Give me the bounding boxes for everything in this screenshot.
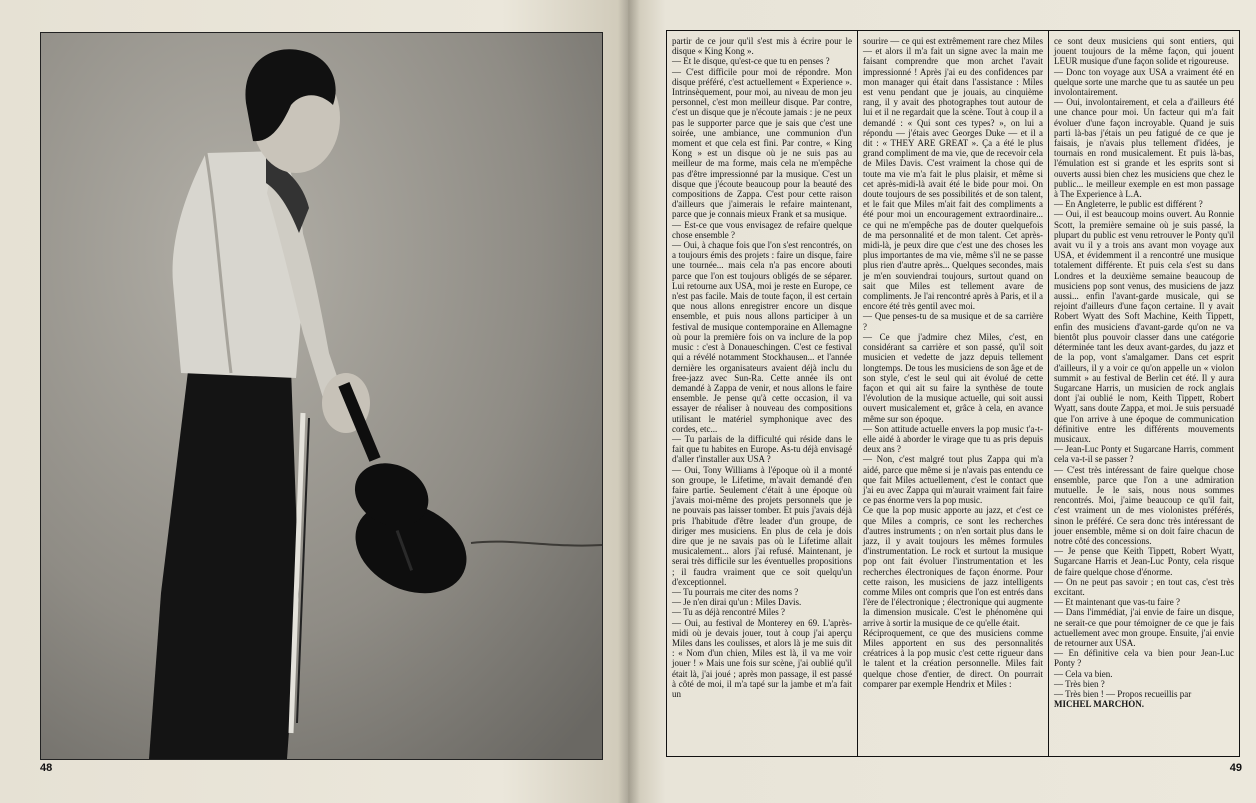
page-number-right: 49: [1229, 762, 1242, 774]
paragraph: — Son attitude actuelle envers la pop music t'a-t-elle aidé à aborder le virage que tu as pris depuis deux ans ?: [863, 423, 1043, 455]
paragraph: — Tu pourrais me citer des noms ?: [672, 586, 799, 597]
paragraph: — Et le disque, qu'est-ce que tu en penses ?: [672, 56, 830, 67]
paragraph: — Tu as déjà rencontré Miles ?: [672, 607, 785, 618]
paragraph: — Oui, involontairement, et cela a d'ailleurs été une chance pour moi. Un facteur qui m'a fait évoluer d'une façon incroyable. Quand je suis parti là-bas j'étais un peu fatigué de ce que je faisais, je n'avais plus tellement d'idées, je tournais en rond musicalement. Et puis là-bas, l'émulation est si grande et les esprits sont si ouverts aussi bien chez les musiciens que chez le public... le meilleur exemple en est mon passage à The Experience à L.A.: [1054, 97, 1234, 200]
paragraph: — Est-ce que vous envisagez de refaire quelque chose ensemble ?: [672, 219, 852, 240]
violinist-photo: [40, 32, 603, 760]
paragraph: — Jean-Luc Ponty et Sugarcane Harris, comment cela va-t-il se passer ?: [1054, 444, 1234, 465]
paragraph: — On ne peut pas savoir ; en tout cas, c'est très excitant.: [1054, 576, 1234, 597]
paragraph: — Dans l'immédiat, j'ai envie de faire un disque, ne serait-ce que pour témoigner de ce que je fais actuellement avec mon groupe. Ensuite, j'ai envie de retourner aux USA.: [1054, 607, 1234, 648]
paragraph: — Ce que j'admire chez Miles, c'est, en considérant sa carrière et son passé, qu'il soit musicien et vedette de jazz depuis tellement longtemps. De tous les musiciens de son âge et de son style, c'est le seul qui ait évolué de cette façon et qui ait su faire la synthèse de toute l'évolution de la musique actuelle, qui soit aussi ouvert musicalement et, grâce à cela, en avance même sur son époque.: [863, 331, 1043, 424]
paragraph: partir de ce jour qu'il s'est mis à écrire pour le disque « King Kong ».: [672, 36, 852, 57]
paragraph: Réciproquement, ce que des musiciens comme Miles apportent en sus des personnalités créatrices à la pop music c'est cette rigueur dans le talent et la création personnelle. Miles fait quelque chose d'entier, de direct. On pourrait comparer par exemple Hendrix et Miles :: [863, 627, 1043, 689]
paragraph: — En Angleterre, le public est différent ?: [1054, 199, 1203, 210]
text-column-2: [857, 31, 1048, 756]
paragraph: ce sont deux musiciens qui sont entiers, qui jouent toujours de la même façon, qui jouent LEUR musique d'une façon solide et rigoureuse.: [1054, 36, 1234, 67]
paragraph: — Que penses-tu de sa musique et de sa carrière ?: [863, 311, 1043, 332]
paragraph: — En définitive cela va bien pour Jean-Luc Ponty ?: [1054, 648, 1234, 669]
paragraph: — Cela va bien.: [1054, 668, 1113, 679]
paragraph: — Oui, à chaque fois que l'on s'est rencontrés, on a toujours émis des projets : faire un disque, faire une tournée... mais cela n'a pas encore abouti parce que l'on est toujours obligés de se séparer. Lui retourne aux USA, moi je reste en Europe, ce n'est pas facile. Mais de toute façon, il est certain que nous allons enregistrer encore un disque ensemble, et puis nous allons participer à un festival de musique contemporaine en Allemagne où pour la première fois on va inclure de la pop music : c'est à Donaueschingen. C'est ce festival qui a révélé notamment Stockhausen... et l'année dernière les organisateurs avaient déjà inclu du free-jazz avec Sun-Ra. Cette année ils ont demandé à Zappa de venir, et nous allons le faire ensemble. Je pense qu'à cette occasion, il va essayer de réaliser à nouveau des compositions utilisant le matériel symphonique avec des cordes, etc...: [672, 240, 852, 434]
paragraph: — Très bien ! — Propos recueillis par: [1054, 689, 1192, 699]
text-column-3: [1048, 31, 1239, 756]
paragraph: — Oui, au festival de Monterey en 69. L'après-midi où je devais jouer, tout à coup j'ai aperçu Miles dans les coulisses, et alors là je me suis dit : « Nom d'un chien, Miles est là, il va me voir jouer ! » Mais une fois sur scène, j'ai oublié qu'il était là, j'ai joué ; après mon passage, il est passé à côté de moi, il m'a tapé sur la jambe et m'a fait un: [672, 617, 852, 699]
interview-text-box: [666, 30, 1240, 757]
paragraph: — C'est très intéressant de faire quelque chose ensemble, parce que l'on a une admiration mutuelle. Je le sais, nous nous sommes rencontrés. Moi, j'aime beaucoup ce qu'il fait, c'est vraiment un de mes violonistes préférés, sinon le préféré. Ce sera donc très intéressant de jouer ensemble, même si on doit faire chacun de notre côté des concessions.: [1054, 464, 1234, 546]
paragraph: — Je n'en dirai qu'un : Miles Davis.: [672, 597, 802, 608]
paragraph: — Non, c'est malgré tout plus Zappa qui m'a aidé, parce que même si je n'avais pas entendu ce que fait Miles actuellement, c'est le contact que j'ai eu avec Zappa qui m'aurait vraiment fait faire ce pas énorme vers la pop music.: [863, 454, 1043, 506]
paragraph: — C'est difficile pour moi de répondre. Mon disque préféré, c'est actuellement « Experience ». Intrinsèquement, pour moi, au niveau de mon jeu personnel, c'est mon meilleur disque. Par contre, c'est un disque que je n'écoute jamais : je ne peux pas le supporter parce que je sais que c'est une soirée, une ambiance, une communion d'un moment et que cela est fini. Par contre, « King Kong » est un disque où je ne suis pas au meilleur de ma forme, mais cela ne m'empêche pas d'être impressionné par la musique. C'est un disque que j'écoute beaucoup pour la beauté des compositions de Zappa. C'est pour cette raison d'ailleurs que j'aimerais le refaire maintenant, parce que je connais mieux Frank et sa musique.: [672, 66, 852, 220]
paragraph: — Et maintenant que vas-tu faire ?: [1054, 597, 1180, 608]
paragraph: — Oui, Tony Williams à l'époque où il a monté son groupe, le Lifetime, m'avait demandé d'en faire partie. Seulement c'était à une époque où j'avais moi-même des projets personnels que je ne pouvais pas laisser tomber. Et puis j'avais déjà pris l'habitude d'être leader d'un groupe, de diriger mes musiciens. En plus de cela je dois dire que je ne savais pas où le Lifetime allait musicalement... alors j'ai refusé. Maintenant, je serai très difficile sur les éventuelles propositions ; il faudra vraiment que ce soit quelqu'un d'exceptionnel.: [672, 464, 852, 587]
author-credit: MICHEL MARCHON.: [1054, 699, 1144, 710]
book-gutter: [618, 0, 640, 803]
paragraph: Ce que la pop music apporte au jazz, et c'est ce que Miles a compris, ce sont les recherches d'autres instruments ; on n'en sortait plus dans le jazz, il y avait toujours les mêmes formules d'instrumentation. Le rock et surtout la musique pop ont fait évoluer l'instrumentation et les recherches électroniques de façon énorme. Pour cette raison, les musiciens de jazz intelligents comme Miles ont compris que l'on est entrés dans l'ère de l'électronique ; électronique qui augmente la dimension musicale. C'est le phénomène qui arrive à sortir la musique de ce qu'elle était.: [863, 505, 1043, 628]
page-number-left: 48: [40, 762, 53, 774]
paragraph: — Très bien ?: [1054, 678, 1105, 689]
paragraph: — Oui, il est beaucoup moins ouvert. Au Ronnie Scott, la première semaine où je suis passé, la plupart du public est venu retrouver le Ponty qu'il avait vu il y a trois ans avant mon voyage aux USA, et évidemment il a rencontré une musique totalement différente. Et puis cela s'est su dans Londres et la deuxième semaine beaucoup de musiciens pop sont venus, des musiciens de jazz aussi... enfin l'avant-garde musicale, qui se rejoint d'ailleurs d'une façon certaine. Il y avait Robert Wyatt des Soft Machine, Keith Tippett, enfin des musiciens d'avant-garde qu'on ne va bientôt plus pouvoir classer dans une catégorie déterminée tant les deux avant-gardes, du jazz et de la pop, vont s'amalgamer. Dans cet esprit d'ailleurs, il y a voir ce qu'on appelle un « violon summit » au festival de Berlin cet été. Il y aura Sugarcane Harris, un musicien de rock anglais dont j'ai oublié le nom, Keith Tippett, Robert Wyatt, sans doute Zappa, et moi. Je suis persuadé que l'on arrive à une époque de communication définitive entre les différents mouvements musicaux.: [1054, 209, 1234, 444]
paragraph: — Donc ton voyage aux USA a vraiment été en quelque sorte une marche que tu as sautée un peu involontairement.: [1054, 66, 1234, 98]
paragraph: — Tu parlais de la difficulté qui réside dans le fait que tu habites en Europe. As-tu déjà envisagé d'aller t'installer aux USA ?: [672, 433, 852, 465]
text-column-1: [667, 31, 857, 756]
paragraph: sourire — ce qui est extrêmement rare chez Miles — et alors il m'a fait un signe avec la main me faisant comprendre que mon archet l'avait impressionné ! Après j'ai eu des confidences par mon manager qui était dans l'assistance : Miles est venu pendant que je jouais, au cinquième rang, il y avait des photographes tout autour de lui et il ne regardait que la scène. Tout à coup il a demandé : « Qui sont ces types? », on lui a répondu — j'étais avec Georges Duke — et il a dit : « THEY ARE GREAT ». Ça a été le plus grand compliment de ma vie, que de recevoir cela de Miles Davis. C'est vraiment la chose qui de toute ma vie m'a fait le plus plaisir, et même si cet après-midi-là avait été le bide pour moi. On doute toujours de ses possibilités et de son talent, et le fait que Miles m'ait fait des compliments a été pour moi un encouragement extraordinaire... ce qui ne m'empêche pas de douter quelquefois de ma personnalité et de mon talent. Cet après-midi-là, je peux dire que c'est une des choses les plus importantes de ma vie, même s'il ne se passe plus rien d'autre après... Quelques secondes, mais je m'en souviendrai toujours, surtout quand on sait que Miles est tellement avare de compliments. Je l'ai rencontré après à Paris, et il a encore été très gentil avec moi.: [863, 36, 1043, 312]
paragraph: — Je pense que Keith Tippett, Robert Wyatt, Sugarcane Harris et Jean-Luc Ponty, cela risque de faire quelque chose d'énorme.: [1054, 546, 1234, 577]
